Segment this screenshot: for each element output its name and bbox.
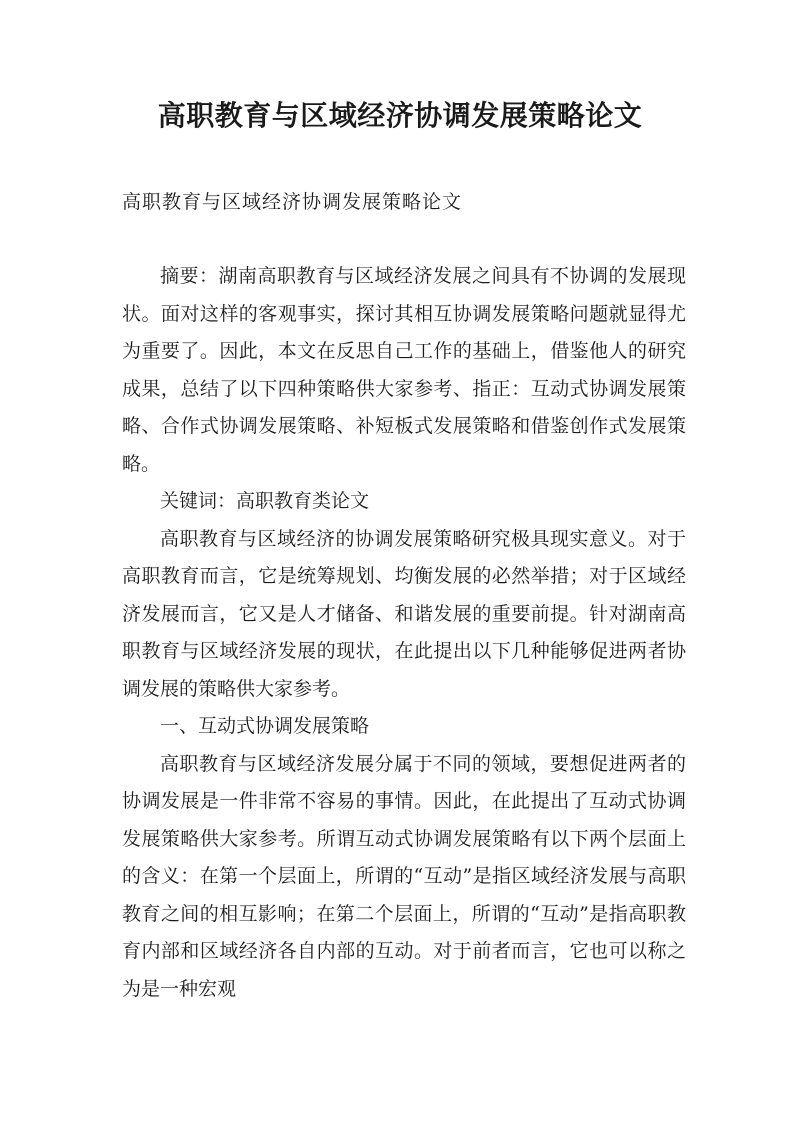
abstract-paragraph: 摘要：湖南高职教育与区域经济发展之间具有不协调的发展现状。面对这样的客观事实，探讨其相互协调发展策略问题就显得尤为重要了。因此，本文在反思自己工作的基础上，借鉴他人的研究成果，总结了以下四种策略供大家参考、指正：互动式协调发展策略、合作式协调发展策略、补短板式发展策略和借鉴创作式发展策略。 bbox=[122, 265, 686, 475]
intro-paragraph: 高职教育与区域经济的协调发展策略研究极具现实意义。对于高职教育而言，它是统筹规划、均衡发展的必然举措；对于区域经济发展而言，它又是人才储备、和谐发展的重要前提。针对湖南高职教育与区域经济发展的现状，在此提出以下几种能够促进两者协调发展的策略供大家参考。 bbox=[122, 527, 686, 700]
section-heading-1: 一、互动式协调发展策略 bbox=[160, 715, 370, 737]
keywords-line: 关键词：高职教育类论文 bbox=[160, 490, 370, 512]
document-body bbox=[122, 258, 686, 1008]
document-subtitle: 高职教育与区域经济协调发展策略论文 bbox=[122, 191, 463, 213]
document-title: 高职教育与区域经济协调发展策略论文 bbox=[157, 99, 643, 132]
section-1-paragraph: 高职教育与区域经济发展分属于不同的领域，要想促进两者的协调发展是一件非常不容易的事情。因此，在此提出了互动式协调发展策略供大家参考。所谓互动式协调发展策略有以下两个层面上的含义：在第一个层面上，所谓的“互动”是指区域经济发展与高职教育之间的相互影响；在第二个层面上，所谓的“互动”是指高职教育内部和区域经济各自内部的互动。对于前者而言，它也可以称之为是一种宏观 bbox=[122, 752, 686, 1000]
